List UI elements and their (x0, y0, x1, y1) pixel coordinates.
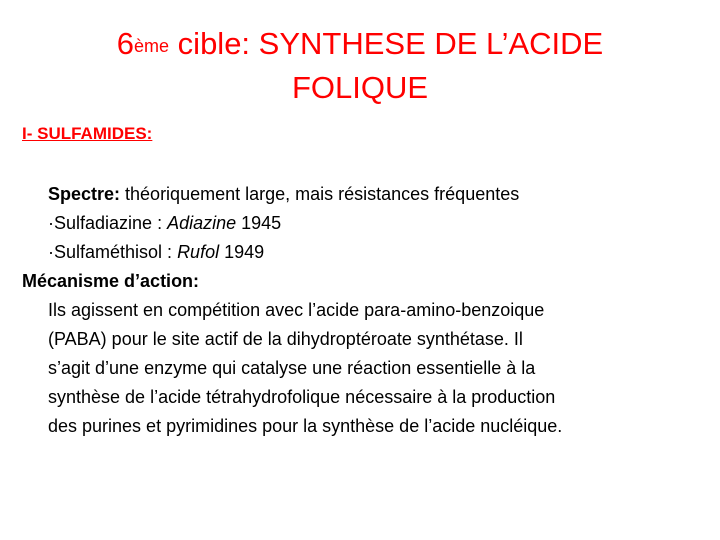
drug-name: ·Sulfadiazine : (48, 213, 168, 233)
drug-brand: Rufol (177, 242, 220, 262)
mechanism-paragraph (22, 296, 698, 441)
title-superscript: ème (134, 36, 170, 56)
mechanism-line: s’agit d’une enzyme qui catalyse une réaction essentielle à la (48, 358, 536, 378)
drug-line-sulfamethisol (22, 238, 702, 267)
spectre-line (22, 180, 702, 209)
drug-line-sulfadiazine (22, 209, 702, 238)
slide-body (22, 180, 702, 441)
spectre-text: théoriquement large, mais résistances fréquentes (120, 184, 520, 204)
mechanism-line: synthèse de l’acide tétrahydrofolique nécessaire à la production (48, 387, 556, 407)
title-rest: cible: SYNTHESE DE L’ACIDE FOLIQUE (169, 26, 604, 105)
spectre-label: Spectre: (48, 184, 121, 204)
title-prefix: 6 (116, 26, 135, 61)
drug-year: 1949 (219, 242, 265, 262)
mechanism-heading-text: Mécanisme d’action: (22, 271, 200, 291)
drug-year: 1945 (236, 213, 282, 233)
mechanism-line: Ils agissent en compétition avec l’acide para-amino-benzoique (48, 300, 545, 320)
mechanism-line: des purines et pyrimidines pour la synthèse de l’acide nucléique. (48, 416, 563, 436)
mechanism-line: (PABA) pour le site actif de la dihydroptéroate synthétase. Il (48, 329, 523, 349)
slide-title (60, 22, 660, 110)
drug-name: ·Sulfaméthisol : (48, 242, 178, 262)
mechanism-heading (22, 267, 702, 296)
section-heading: I- SULFAMIDES: (22, 124, 153, 143)
drug-brand: Adiazine (167, 213, 237, 233)
